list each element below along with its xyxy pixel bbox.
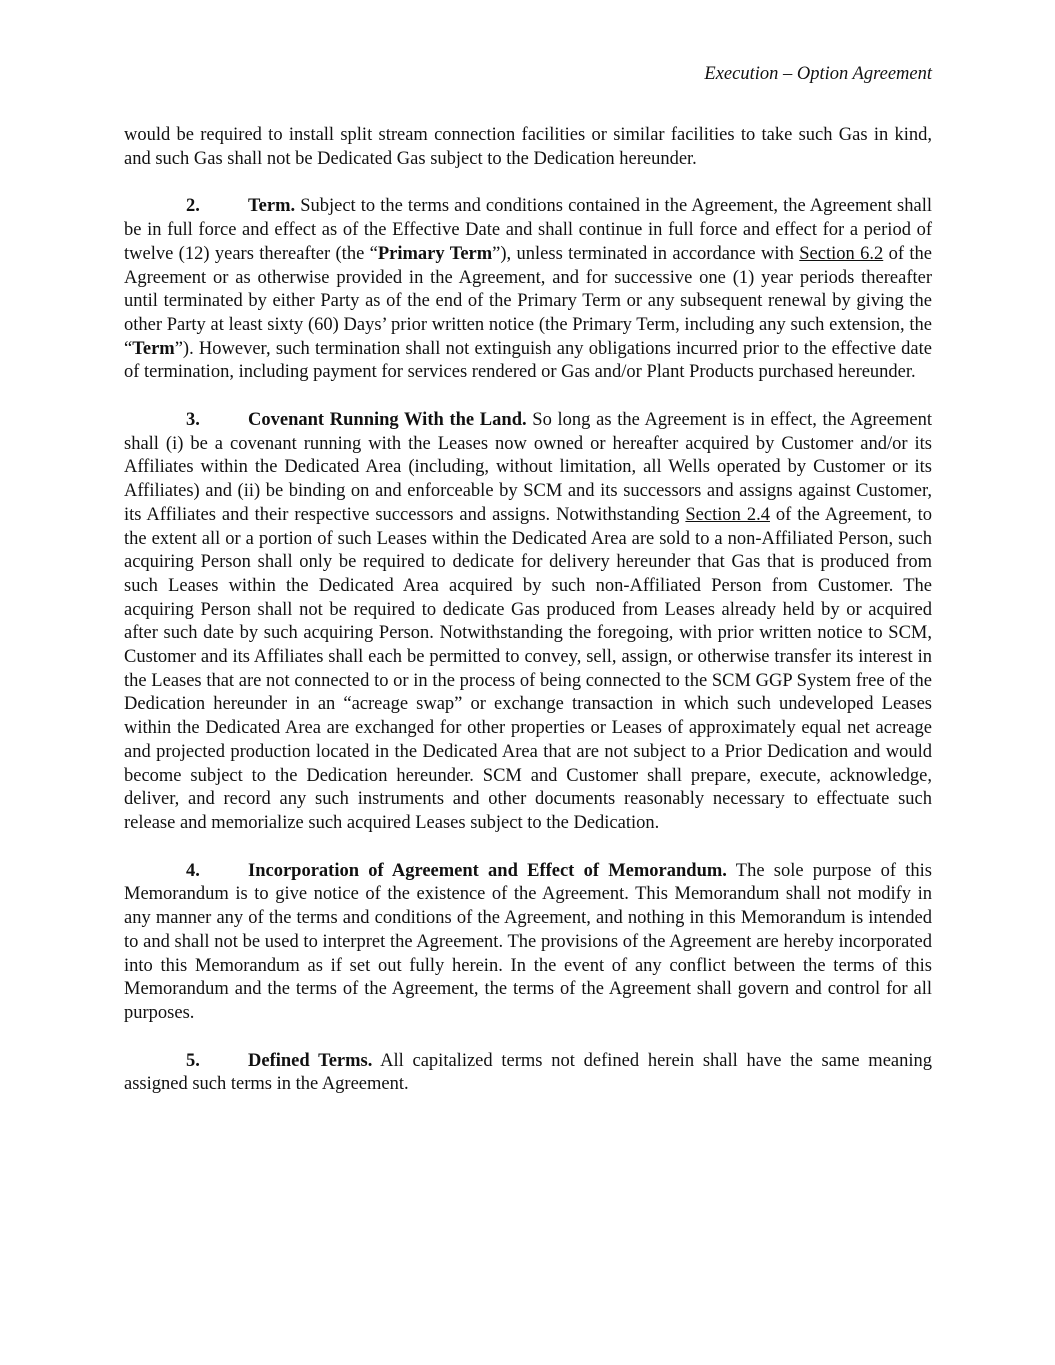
section-number: 2. bbox=[186, 196, 200, 217]
section-text: So long as the Agreement is in effect, the Agreement shall (i) be a covenant running with the Leases now owned or hereafter acquired by Customer and/or its Affiliates within the Dedicated Area (including, without limitation, all Wells operated by Customer or its Affiliates) and (ii) be binding on and enforceable by SCM and its successors and assigns against Customer, its Affiliates and their respective successors and assigns. Notwithstanding bbox=[124, 410, 933, 525]
section-text: Subject to the terms and conditions contained in the Agreement, the Agreement shall be in full force and effect as of the Effective Date and shall continue in full force and effect for a period of twelve (12) years thereafter (the “ bbox=[124, 196, 932, 264]
continuation-text: would be required to install split stream connection facilities or similar facilities to take such Gas in kind, and such Gas shall not be Dedicated Gas subject to the Dedication hereunder. bbox=[124, 125, 932, 169]
section-heading: Covenant Running With the Land. bbox=[248, 410, 527, 431]
section-number: 5. bbox=[186, 1050, 200, 1071]
section-number: 3. bbox=[186, 410, 200, 431]
section-heading: Incorporation of Agreement and Effect of Memorandum. bbox=[248, 860, 727, 881]
section-text: ”), unless terminated in accordance with bbox=[492, 243, 800, 264]
defined-term: Primary Term bbox=[377, 243, 493, 264]
section-text: ”). However, such termination shall not extinguish any obligations incurred prior to the effective date of termination, including payment for services rendered or Gas and/or Plant Products purchased hereunder. bbox=[124, 338, 932, 383]
section-text: The sole purpose of this Memorandum is to give notice of the existence of the Agreement. This Memorandum shall not modify in any manner any of the terms and conditions of the Agreement, and nothing in this Memorandum is intended to and shall not be used to interpret the Agreement. The provisions of the Agreement are hereby incorporated into this Memorandum as if set out fully herein. In the event of any conflict between the terms of this Memorandum and the terms of the Agreement, the terms of the Agreement shall govern and control for all purposes. bbox=[124, 860, 932, 1023]
section-text: All capitalized terms not defined herein shall have the same meaning assigned such terms in the Agreement. bbox=[124, 1050, 933, 1095]
continuation-paragraph bbox=[124, 124, 932, 171]
section-reference: Section 6.2 bbox=[799, 243, 884, 264]
section-number: 4. bbox=[186, 860, 200, 881]
section-term bbox=[124, 195, 932, 385]
defined-term: Term bbox=[132, 338, 175, 359]
section-defined-terms bbox=[124, 1050, 932, 1097]
section-reference: Section 2.4 bbox=[685, 504, 770, 525]
section-incorporation bbox=[124, 860, 932, 1026]
document-body bbox=[124, 124, 932, 1121]
section-covenant bbox=[124, 409, 932, 836]
section-heading: Defined Terms. bbox=[248, 1050, 373, 1071]
section-text: of the Agreement, to the extent all or a portion of such Leases within the Dedicated Area are sold to a non-Affiliated Person, such acquiring Person shall only be required to dedicate for delivery hereunder that Gas that is produced from such Leases within the Dedicated Area acquired by such non-Affiliated Person from Customer. The acquiring Person shall not be required to dedicate Gas produced from Leases already held by or acquired after such date by such acquiring Person. Notwithstanding the foregoing, with prior written notice to SCM, Customer and its Affiliates shall each be permitted to convey, sell, assign, or otherwise transfer its interest in the Leases that are not connected to or in the process of being connected to the SCM GGP System free of the Dedication hereunder in an “acreage swap” or exchange transaction in which such undeveloped Leases within the Dedicated Area are exchanged for other properties or Leases of approximately equal net acreage and projected production located in the Dedicated Area that are not subject to a Prior Dedication and would become subject to the Dedication hereunder. SCM and Customer shall prepare, execute, acknowledge, deliver, and record any such instruments and other documents reasonably necessary to effectuate such release and memorialize such acquired Leases subject to the Dedication. bbox=[124, 504, 932, 833]
running-header: Execution – Option Agreement bbox=[704, 64, 932, 84]
section-heading: Term. bbox=[248, 196, 296, 217]
section-text: of the Agreement or as otherwise provided in the Agreement, and for successive one (1) year periods thereafter until terminated by either Party as of the end of the Primary Term or any subsequent renewal by giving the other Party at least sixty (60) Days’ prior written notice (the Primary Term, including any such extension, the “ bbox=[124, 243, 932, 359]
